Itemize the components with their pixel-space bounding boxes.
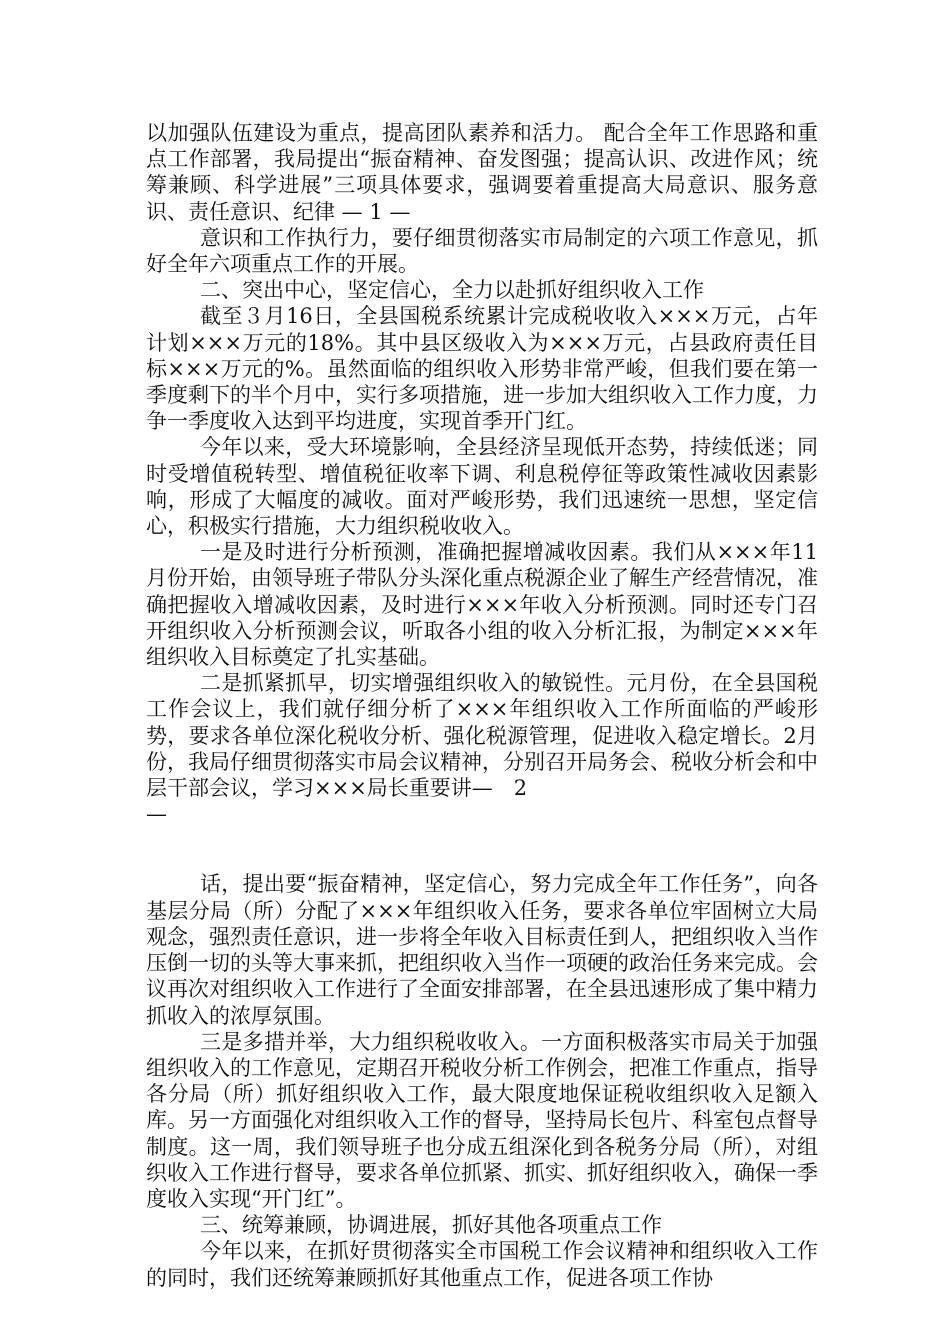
paragraph-2: 意识和工作执行力，要仔细贯彻落实市局制定的六项工作意见，抓好全年六项重点工作的开展。 [146, 225, 818, 277]
paragraph-3: 截至３月16日，全县国税系统累计完成税收收入×××万元，占年计划×××万元的18%。其中县区级收入为×××万元，占县政府责任目标×××万元的%。虽然面临的组织收入形势非常严峻，但我们要在第一季度剩下的半个月中，实行多项措施，进一步加大组织收入工作力度，力争一季度收入达到平均进度，实现首季开门红。 [146, 304, 818, 434]
section-heading-3: 三、统筹兼顾，协调进展，抓好其他各项重点工作 [200, 1213, 662, 1238]
paragraph-9: 今年以来，在抓好贯彻落实全市国税工作会议精神和组织收入工作的同时，我们还统筹兼顾抓好其他重点工作，促进各项工作协 [146, 1239, 818, 1290]
page-number-1: — 1 — [335, 199, 411, 224]
page-break-gap [146, 827, 818, 871]
paragraph-8: 三是多措并举，大力组织税收收入。一方面积极落实市局关于加强组织收入的工作意见，定期召开税收分析工作例会，把准工作重点，指导各分局（所）抓好组织收入工作，最大限度地保证税收组织收入足额入库。另一方面强化对组织收入工作的督导，坚持局长包片、科室包点督导制度。这一周，我们领导班子也分成五组深化到各税务分局（所），对组织收入工作进行督导，要求各单位抓紧、抓实、抓好组织收入，确保一季度收入实现“开门红”。 [146, 1029, 818, 1211]
paragraph-4: 今年以来，受大环境影响，全县经济呈现低开态势，持续低迷；同时受增值税转型、增值税征收率下调、利息税停征等政策性减收因素影响，形成了大幅度的减收。面对严峻形势，我们迅速统一思想，坚定信心，积极实行措施，大力组织税收收入。 [146, 435, 818, 539]
paragraph-6: 二是抓紧抓早，切实增强组织收入的敏锐性。元月份，在全县国税工作会议上，我们就仔细分析了×××年组织收入工作所面临的严峻形势，要求各单位深化税收分析、强化税源管理，促进收入稳定增长。2月份，我局仔细贯彻落实市局会议精神，分别召开局务会、税收分析会和中层干部会议，学习×××局长重要讲— 2 — [146, 671, 818, 827]
document-page [146, 120, 818, 1291]
section-heading-2: 二、突出中心，坚定信心，全力以赴抓好组织收入工作 [200, 278, 704, 303]
page-number-2: — [146, 802, 167, 827]
paragraph-7: 话，提出要“振奋精神，坚定信心，努力完成全年工作任务”，向各基层分局（所）分配了×××年组织收入任务，要求各单位牢固树立大局观念，强烈责任意识，进一步将全年收入目标责任到人，把组织收入当作压倒一切的头等大事来抓，把组织收入当作一项硬的政治任务来完成。会议再次对组织收入工作进行了全面安排部署，在全县迅速形成了集中精力抓收入的浓厚氛围。 [146, 872, 818, 1028]
paragraph-1: 以加强队伍建设为重点，提高团队素养和活力。 配合全年工作思路和重点工作部署，我局提出“振奋精神、奋发图强；提高认识、改进作风；统筹兼顾、科学进展”三项具体要求，强调要着重提高大局意识、服务意识、责任意识、纪律 — 1 — [146, 121, 818, 224]
paragraph-5: 一是及时进行分析预测，准确把握增减收因素。我们从×××年11月份开始，由领导班子带队分头深化重点税源企业了解生产经营情况，准确把握收入增减收因素，及时进行×××年收入分析预测。同时还专门召开组织收入分析预测会议，听取各小组的收入分析汇报，为制定×××年组织收入目标奠定了扎实基础。 [146, 540, 818, 670]
